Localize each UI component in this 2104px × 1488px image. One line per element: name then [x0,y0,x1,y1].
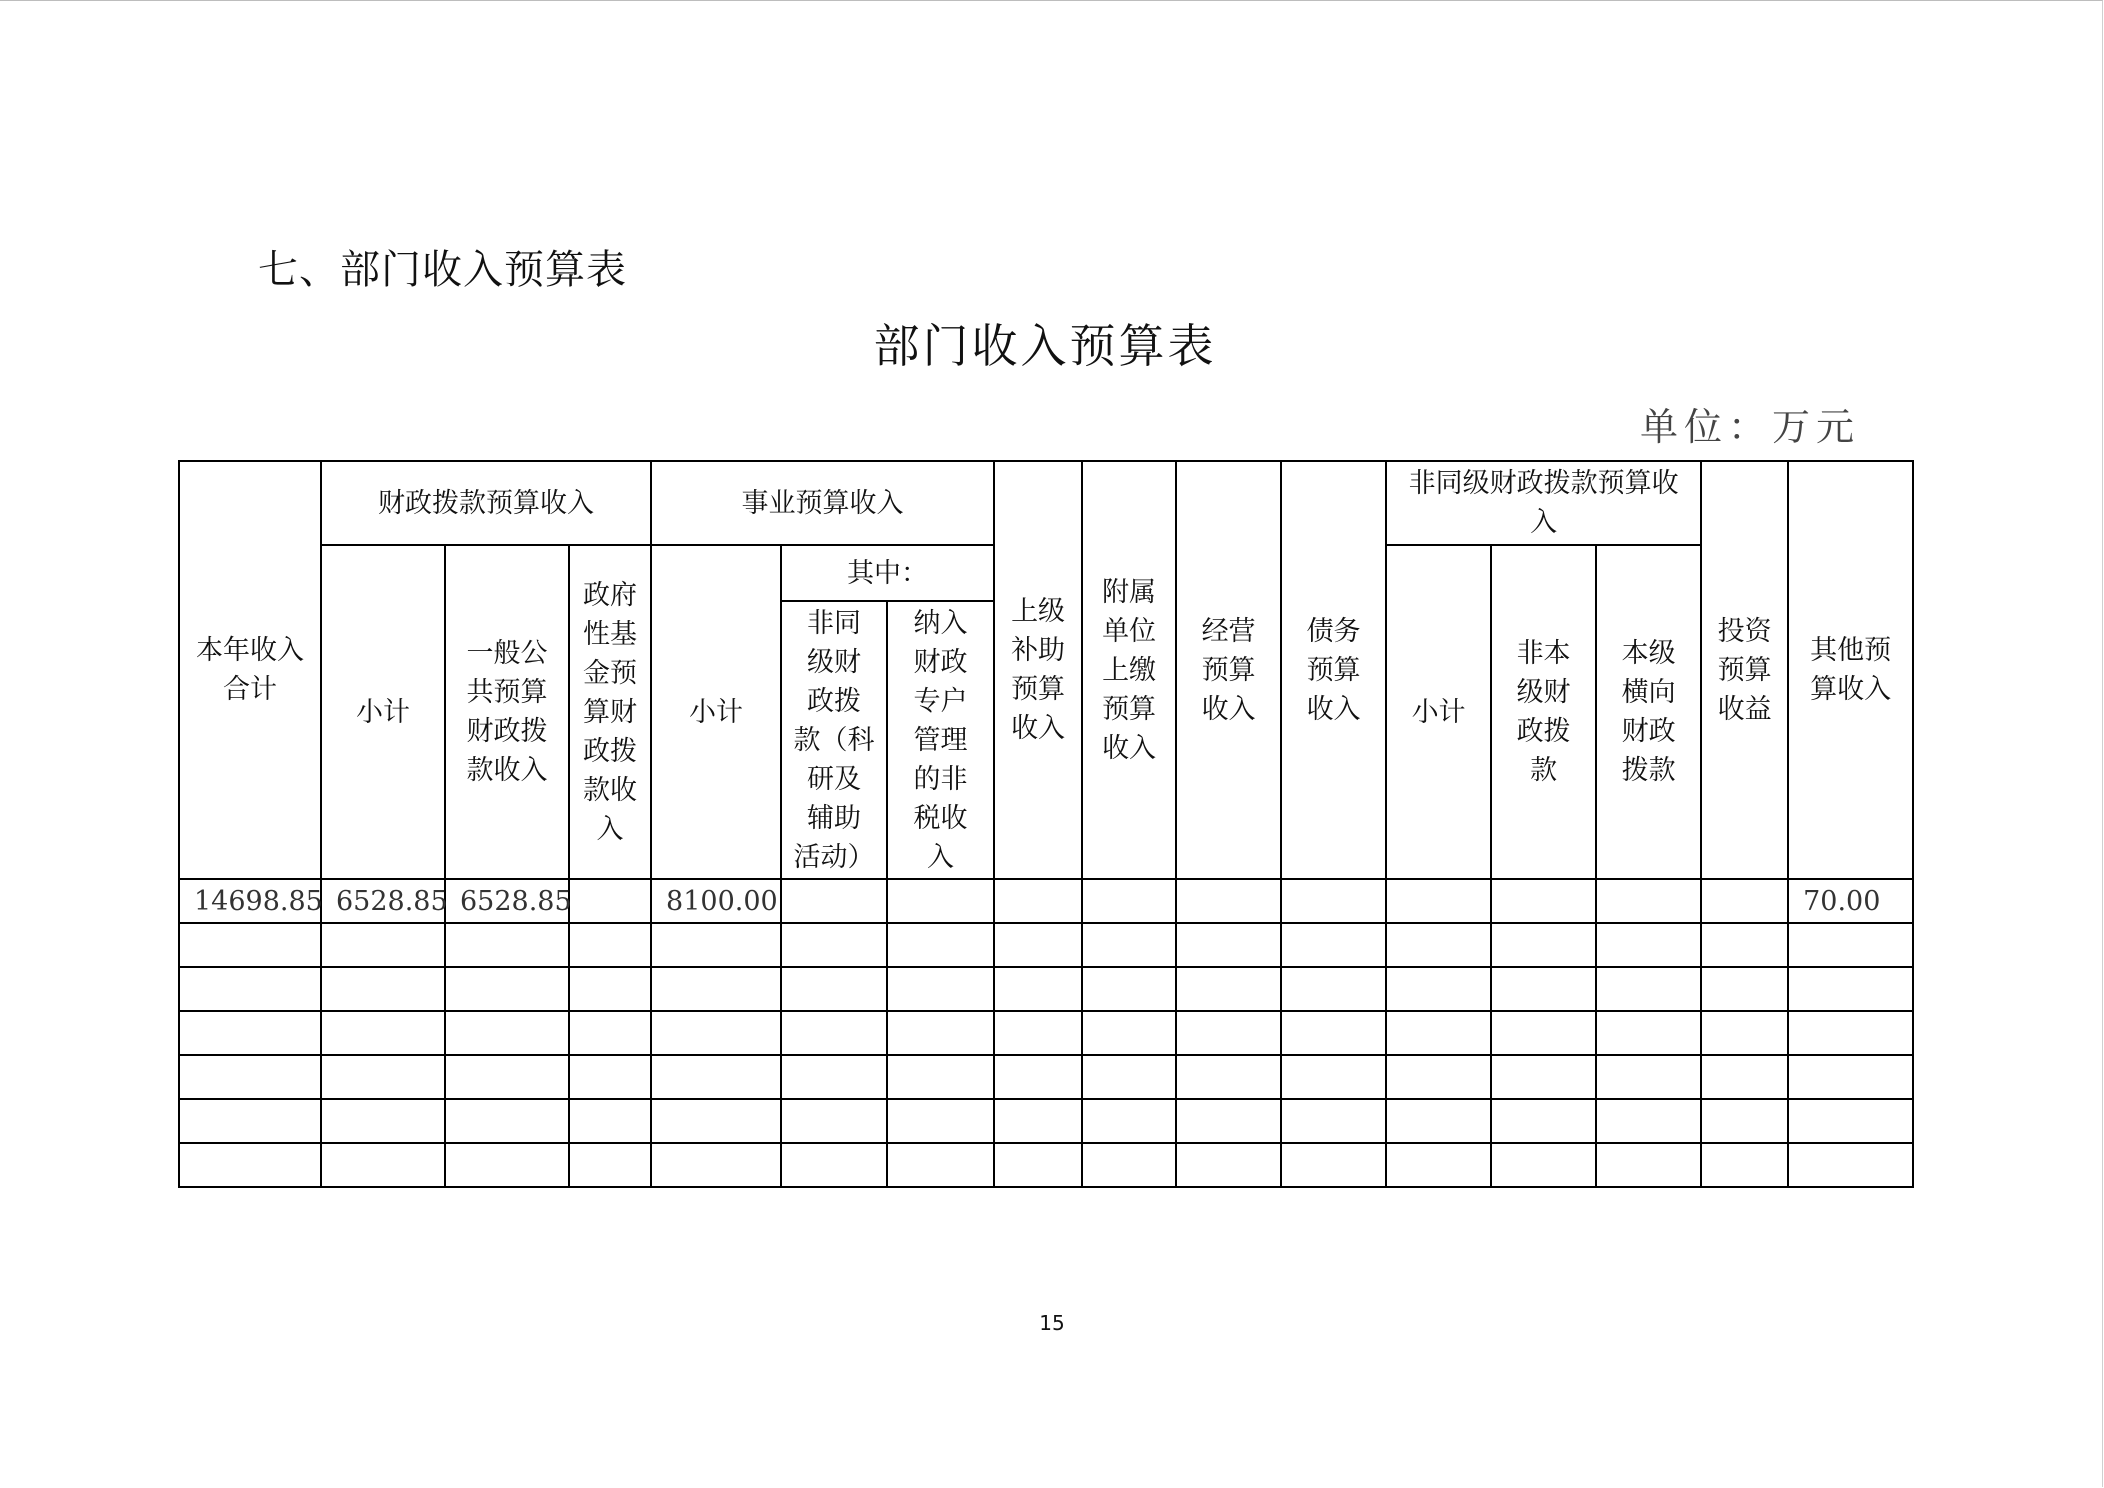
header-investment: 投资 预算 收益 [1701,461,1788,879]
table-cell [651,1055,781,1099]
table-cell [321,1099,445,1143]
header-fiscal-group: 财政拨款预算收入 [321,461,651,545]
header-career-special: 纳入 财政 专户 管理 的非 税收 入 [887,601,994,879]
table-cell [1082,1099,1176,1143]
table-cell [1491,967,1596,1011]
table-cell [1788,1011,1913,1055]
header-debt: 债务 预算 收入 [1281,461,1386,879]
table-cell [1491,1143,1596,1187]
table-cell [1281,879,1386,923]
header-nonsame-nonlocal: 非本 级财 政拨 款 [1491,545,1596,879]
table-cell [445,1011,569,1055]
table-cell [179,967,321,1011]
table-cell [1596,1143,1701,1187]
table-cell [887,1055,994,1099]
table-title: 部门收入预算表 [873,319,1217,373]
header-nonsame-horizontal: 本级 横向 财政 拨款 [1596,545,1701,879]
table-cell [1788,923,1913,967]
header-nonsame-group: 非同级财政拨款预算收 入 [1386,461,1701,545]
table-cell [781,967,887,1011]
table-row [179,923,1913,967]
table-cell [1491,1011,1596,1055]
table-cell [994,967,1082,1011]
table-cell [887,1143,994,1187]
header-total: 本年收入 合计 [179,461,321,879]
table-cell [1281,1143,1386,1187]
table-cell [994,923,1082,967]
income-budget-table [178,460,1914,1188]
table-cell [1281,967,1386,1011]
header-career-subtotal: 小计 [651,545,781,879]
table-cell [1596,923,1701,967]
table-cell: 6528.85 [445,879,569,923]
table-cell [321,1055,445,1099]
unit-label: 单位：万元 [1640,405,1861,449]
table-body [179,879,1913,1187]
table-cell [1176,1011,1281,1055]
table-cell [1491,1055,1596,1099]
table-cell [321,1143,445,1187]
table-cell [1386,1143,1491,1187]
section-heading: 七、部门收入预算表 [258,247,627,293]
table-cell [445,1143,569,1187]
table-cell [887,879,994,923]
table-cell [781,1143,887,1187]
table-cell [1491,1099,1596,1143]
table-cell [994,1143,1082,1187]
table-row [179,967,1913,1011]
table-row [179,1143,1913,1187]
table-cell [887,967,994,1011]
header-career-among: 其中： [781,545,994,601]
table-cell [651,1011,781,1055]
table-cell [1386,1099,1491,1143]
table-cell [1386,1055,1491,1099]
table-cell [781,879,887,923]
table-cell [651,1099,781,1143]
table-cell [1082,967,1176,1011]
table-cell [994,1055,1082,1099]
table-cell [1082,1055,1176,1099]
table-cell [179,923,321,967]
table-row [179,1099,1913,1143]
header-nonsame-subtotal: 小计 [1386,545,1491,879]
table-cell [179,1143,321,1187]
table-cell [1701,967,1788,1011]
table-cell: 14698.85 [179,879,321,923]
table-cell: 6528.85 [321,879,445,923]
table-row [179,879,1913,923]
table-cell [781,1099,887,1143]
table-cell [994,1011,1082,1055]
table-cell [569,923,651,967]
table-cell [1788,1143,1913,1187]
table-cell [1386,1011,1491,1055]
table-cell [1281,1011,1386,1055]
header-fiscal-fund: 政府 性基 金预 算财 政拨 款收 入 [569,545,651,879]
table-cell [1491,879,1596,923]
table-cell [1788,1055,1913,1099]
table-cell [1701,1055,1788,1099]
page-number: 15 [1039,1311,1065,1335]
table-cell [1788,967,1913,1011]
table-cell [1176,967,1281,1011]
header-fiscal-subtotal: 小计 [321,545,445,879]
table-cell [1386,879,1491,923]
header-operating: 经营 预算 收入 [1176,461,1281,879]
table-cell [781,1011,887,1055]
table-cell [321,923,445,967]
header-career-nonsame: 非同 级财 政拨 款（科 研及 辅助 活动） [781,601,887,879]
table-cell [569,1143,651,1187]
table-cell [1082,1011,1176,1055]
table-cell [445,923,569,967]
header-fiscal-general: 一般公 共预算 财政拨 款收入 [445,545,569,879]
table-cell [1596,1011,1701,1055]
table-cell [1596,879,1701,923]
table-cell [994,1099,1082,1143]
table-cell [1082,879,1176,923]
table-cell [1176,923,1281,967]
table-header [179,461,1913,879]
table-cell [1491,923,1596,967]
table-cell [569,1011,651,1055]
table-cell [651,923,781,967]
table-cell [1176,1143,1281,1187]
table-cell [887,923,994,967]
table-cell [569,879,651,923]
table-cell [887,1099,994,1143]
table-cell [1281,1099,1386,1143]
table-cell [569,1055,651,1099]
table-cell [781,1055,887,1099]
table-cell [1281,1055,1386,1099]
table-cell [651,1143,781,1187]
table-cell [445,1055,569,1099]
table-cell [1082,1143,1176,1187]
table-cell [569,967,651,1011]
table-cell [445,967,569,1011]
table-cell [1281,923,1386,967]
header-other: 其他预 算收入 [1788,461,1913,879]
table-cell [1176,1055,1281,1099]
table-cell [179,1099,321,1143]
header-career-group: 事业预算收入 [651,461,994,545]
header-superior-subsidy: 上级 补助 预算 收入 [994,461,1082,879]
table-cell [445,1099,569,1143]
table-cell [1176,1099,1281,1143]
table-cell [569,1099,651,1143]
table-cell [994,879,1082,923]
table-cell [179,1011,321,1055]
table-cell [1082,923,1176,967]
table-cell [1701,1099,1788,1143]
table-cell [887,1011,994,1055]
table-row [179,1011,1913,1055]
table-cell [1701,923,1788,967]
table-cell [179,1055,321,1099]
table-cell: 8100.00 [651,879,781,923]
table-cell [1176,879,1281,923]
table-cell [1386,967,1491,1011]
table-cell [1701,1143,1788,1187]
table-row [179,1055,1913,1099]
table-cell [651,967,781,1011]
table-cell [1386,923,1491,967]
table-cell [1596,1055,1701,1099]
table-cell [1596,967,1701,1011]
table-cell: 70.00 [1788,879,1913,923]
header-affiliated: 附属 单位 上缴 预算 收入 [1082,461,1176,879]
table-cell [781,923,887,967]
table-cell [1701,879,1788,923]
table-cell [1596,1099,1701,1143]
table-cell [1788,1099,1913,1143]
table-cell [1701,1011,1788,1055]
table-cell [321,1011,445,1055]
table-cell [321,967,445,1011]
